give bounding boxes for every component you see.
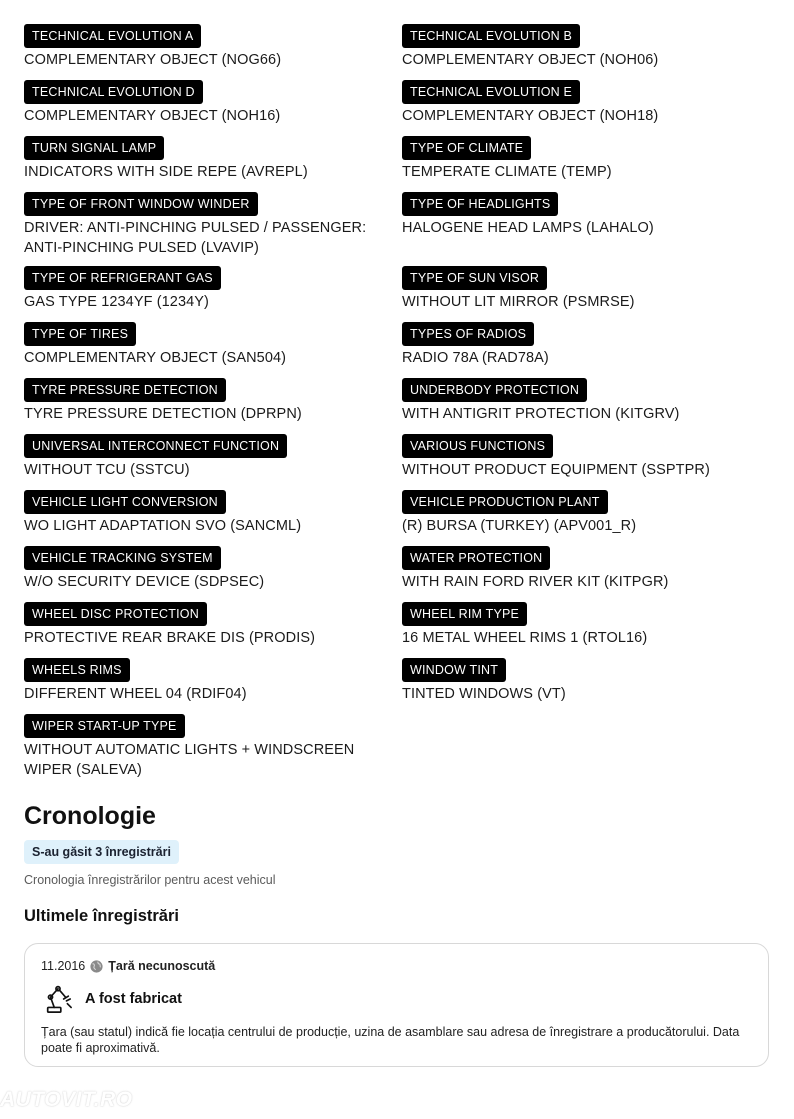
timeline-entry-card <box>24 943 769 1067</box>
spec-label: WHEEL DISC PROTECTION <box>24 602 207 626</box>
spec-item <box>402 192 770 258</box>
spec-value: WO LIGHT ADAPTATION SVO (SANCML) <box>24 518 302 534</box>
spec-value: GAS TYPE 1234YF (1234Y) <box>24 294 209 310</box>
spec-value: RADIO 78A (RAD78A) <box>402 350 549 366</box>
timeline-subtitle: Cronologia înregistrărilor pentru acest vehicul <box>24 873 276 887</box>
spec-item <box>24 24 402 72</box>
spec-value: PROTECTIVE REAR BRAKE DIS (PRODIS) <box>24 630 316 646</box>
spec-label: TECHNICAL EVOLUTION E <box>402 80 580 104</box>
entry-event <box>41 983 752 1015</box>
spec-value: 16 METAL WHEEL RIMS 1 (RTOL16) <box>402 630 648 646</box>
spec-label: UNIVERSAL INTERCONNECT FUNCTION <box>24 434 287 458</box>
spec-label: UNDERBODY PROTECTION <box>402 378 587 402</box>
spec-value: COMPLEMENTARY OBJECT (SAN504) <box>24 350 287 366</box>
spec-value: DIFFERENT WHEEL 04 (RDIF04) <box>24 686 247 702</box>
spec-item <box>24 434 402 482</box>
records-count-badge: S-au găsit 3 înregistrări <box>24 840 179 864</box>
entry-meta <box>41 957 752 975</box>
spec-label: TYPE OF FRONT WINDOW WINDER <box>24 192 258 216</box>
spec-item <box>24 80 402 128</box>
spec-label: TURN SIGNAL LAMP <box>24 136 164 160</box>
spec-item <box>24 136 402 184</box>
spec-value: WITHOUT TCU (SSTCU) <box>24 462 190 478</box>
timeline-title: Cronologie <box>24 802 156 830</box>
spec-item <box>402 546 770 594</box>
spec-label: TYPES OF RADIOS <box>402 322 534 346</box>
spec-label: WHEELS RIMS <box>24 658 130 682</box>
spec-value: WITHOUT PRODUCT EQUIPMENT (SSPTPR) <box>402 462 710 478</box>
spec-item <box>24 266 402 314</box>
spec-value: TYRE PRESSURE DETECTION (DPRPN) <box>24 406 302 422</box>
entry-event-title: A fost fabricat <box>85 991 182 1007</box>
spec-label: WATER PROTECTION <box>402 546 550 570</box>
spec-value: (R) BURSA (TURKEY) (APV001_R) <box>402 518 637 534</box>
spec-item <box>402 490 770 538</box>
recent-records-heading: Ultimele înregistrări <box>24 907 179 925</box>
spec-label: TYPE OF SUN VISOR <box>402 266 547 290</box>
spec-label: TYPE OF TIRES <box>24 322 136 346</box>
spec-item <box>402 266 770 314</box>
spec-label: TECHNICAL EVOLUTION B <box>402 24 580 48</box>
spec-label: TYRE PRESSURE DETECTION <box>24 378 226 402</box>
spec-value: COMPLEMENTARY OBJECT (NOH16) <box>24 108 281 124</box>
spec-label: TYPE OF REFRIGERANT GAS <box>24 266 221 290</box>
spec-label: WIPER START-UP TYPE <box>24 714 185 738</box>
spec-value: WITHOUT LIT MIRROR (PSMRSE) <box>402 294 635 310</box>
spec-item <box>24 602 402 650</box>
spec-item <box>402 378 770 426</box>
entry-country: Țară necunoscută <box>108 959 216 973</box>
spec-label: TYPE OF HEADLIGHTS <box>402 192 558 216</box>
spec-value: COMPLEMENTARY OBJECT (NOH18) <box>402 108 659 124</box>
spec-label: TYPE OF CLIMATE <box>402 136 531 160</box>
spec-item <box>24 378 402 426</box>
spec-value: TINTED WINDOWS (VT) <box>402 686 566 702</box>
spec-value: HALOGENE HEAD LAMPS (LAHALO) <box>402 220 654 236</box>
spec-item <box>24 490 402 538</box>
spec-label: TECHNICAL EVOLUTION D <box>24 80 203 104</box>
spec-value: WITH RAIN FORD RIVER KIT (KITPGR) <box>402 574 669 590</box>
spec-item <box>402 24 770 72</box>
spec-label: VEHICLE LIGHT CONVERSION <box>24 490 226 514</box>
spec-value: INDICATORS WITH SIDE REPE (AVREPL) <box>24 164 308 180</box>
spec-item <box>24 714 402 780</box>
globe-icon <box>90 960 103 973</box>
spec-item <box>402 658 770 706</box>
spec-item <box>402 322 770 370</box>
entry-date: 11.2016 <box>41 959 86 973</box>
spec-value: TEMPERATE CLIMATE (TEMP) <box>402 164 612 180</box>
spec-item <box>24 546 402 594</box>
spec-value: WITHOUT AUTOMATIC LIGHTS + WINDSCREEN WIPER (SALEVA) <box>24 742 355 778</box>
spec-item <box>402 602 770 650</box>
spec-label: VARIOUS FUNCTIONS <box>402 434 553 458</box>
spec-value: COMPLEMENTARY OBJECT (NOH06) <box>402 52 659 68</box>
spec-item <box>24 658 402 706</box>
spec-label: TECHNICAL EVOLUTION A <box>24 24 201 48</box>
spec-label: VEHICLE PRODUCTION PLANT <box>402 490 608 514</box>
spec-label: WINDOW TINT <box>402 658 506 682</box>
spec-value: W/O SECURITY DEVICE (SDPSEC) <box>24 574 265 590</box>
spec-item <box>402 434 770 482</box>
spec-item <box>24 322 402 370</box>
spec-item <box>402 80 770 128</box>
spec-item <box>24 192 402 258</box>
spec-label: VEHICLE TRACKING SYSTEM <box>24 546 221 570</box>
spec-value: COMPLEMENTARY OBJECT (NOG66) <box>24 52 282 68</box>
robot-arm-icon <box>43 984 73 1014</box>
spec-grid <box>24 24 770 780</box>
spec-label: WHEEL RIM TYPE <box>402 602 527 626</box>
spec-value: DRIVER: ANTI-PINCHING PULSED / PASSENGER: ANTI-PINCHING PULSED (LVAVIP) <box>24 220 367 256</box>
spec-item <box>402 136 770 184</box>
spec-value: WITH ANTIGRIT PROTECTION (KITGRV) <box>402 406 680 422</box>
entry-description: Țara (sau statul) indică fie locația centrului de producție, uzina de asamblare sau adresa de înregistrare a producătorului. Data poate fi aproximativă. <box>41 1025 740 1055</box>
watermark: AUTOVIT.RO <box>0 1088 133 1111</box>
